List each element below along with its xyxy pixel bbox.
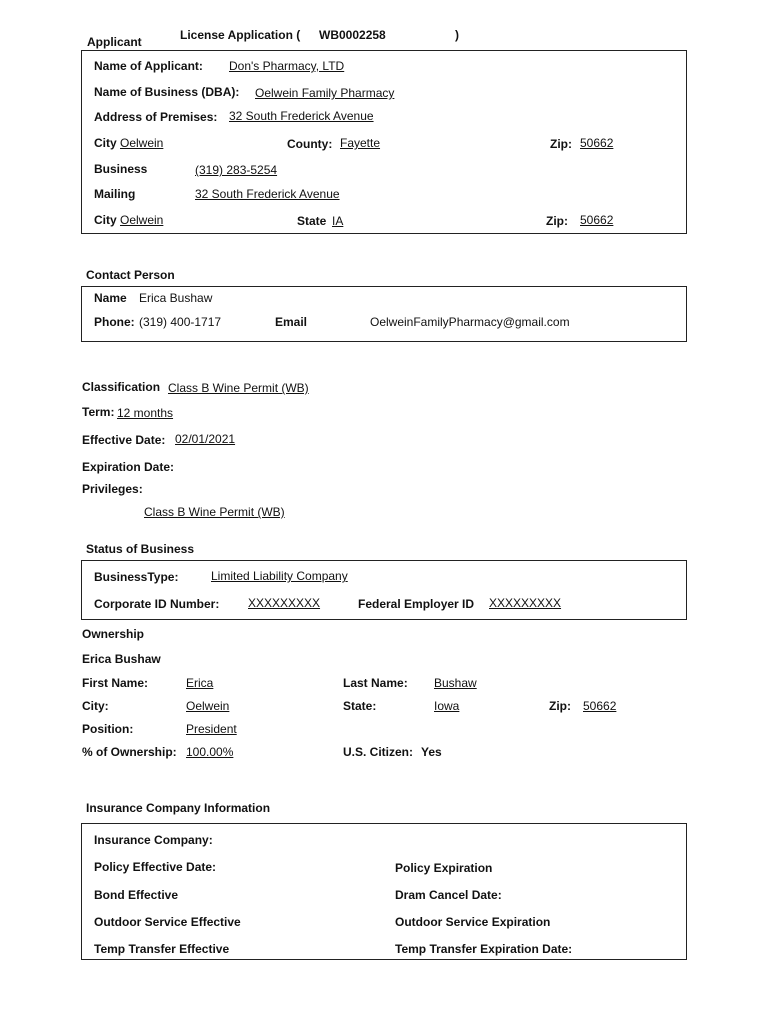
state-value: IA bbox=[332, 214, 344, 228]
owner-city-label: City: bbox=[82, 699, 109, 713]
mail-city-label: City bbox=[94, 213, 117, 227]
mail-zip-value: 50662 bbox=[580, 213, 614, 227]
ownership-section-label: Ownership bbox=[82, 627, 145, 641]
contact-section-label: Contact Person bbox=[86, 268, 175, 282]
owner-zip-label: Zip: bbox=[549, 699, 571, 713]
position-label: Position: bbox=[82, 722, 134, 736]
status-box bbox=[81, 560, 687, 620]
policy-effective-label: Policy Effective Date: bbox=[94, 860, 217, 874]
zip-value: 50662 bbox=[580, 136, 614, 150]
business-phone-label: Business bbox=[94, 162, 148, 176]
owner-city-value: Oelwein bbox=[186, 699, 230, 713]
license-number: WB0002258 bbox=[319, 28, 386, 42]
applicant-name-label: Name of Applicant: bbox=[94, 59, 203, 73]
city-label: City bbox=[94, 136, 117, 150]
ownership-percent-value: 100.00% bbox=[186, 745, 234, 759]
position-value: President bbox=[186, 722, 237, 736]
applicant-name-value: Don's Pharmacy, LTD bbox=[229, 59, 345, 73]
effective-date-value: 02/01/2021 bbox=[175, 432, 236, 446]
privilege-item: Class B Wine Permit (WB) bbox=[144, 505, 285, 519]
business-type-label: BusinessType: bbox=[94, 570, 179, 584]
policy-expiration-label: Policy Expiration bbox=[395, 861, 493, 875]
insurance-section-label: Insurance Company Information bbox=[86, 801, 271, 815]
citizen-value: Yes bbox=[421, 745, 442, 759]
premises-label: Address of Premises: bbox=[94, 110, 218, 124]
contact-email-label: Email bbox=[275, 315, 308, 329]
mailing-label: Mailing bbox=[94, 187, 136, 201]
business-phone-value: (319) 283-5254 bbox=[195, 163, 278, 177]
first-name-value: Erica bbox=[186, 676, 214, 690]
contact-name-label: Name bbox=[94, 291, 127, 305]
title-close-paren: ) bbox=[455, 28, 459, 42]
contact-phone-label: Phone: bbox=[94, 315, 135, 329]
last-name-label: Last Name: bbox=[343, 676, 408, 690]
owner-state-label: State: bbox=[343, 699, 377, 713]
premises-value: 32 South Frederick Avenue bbox=[229, 109, 374, 123]
outdoor-expiration-label: Outdoor Service Expiration bbox=[395, 915, 551, 929]
state-label: State bbox=[297, 214, 327, 228]
fein-label: Federal Employer ID bbox=[358, 597, 475, 611]
mail-city-value: Oelwein bbox=[120, 213, 164, 227]
owner-name: Erica Bushaw bbox=[82, 652, 161, 666]
dram-cancel-label: Dram Cancel Date: bbox=[395, 888, 502, 902]
term-value: 12 months bbox=[117, 406, 174, 420]
insurance-company-label: Insurance Company: bbox=[94, 833, 213, 847]
city-value: Oelwein bbox=[120, 136, 164, 150]
citizen-label: U.S. Citizen: bbox=[343, 745, 414, 759]
owner-zip-value: 50662 bbox=[583, 699, 617, 713]
dba-label: Name of Business (DBA): bbox=[94, 85, 240, 99]
corporate-id-value: XXXXXXXXX bbox=[248, 596, 321, 610]
outdoor-effective-label: Outdoor Service Effective bbox=[94, 915, 241, 929]
dba-value: Oelwein Family Pharmacy bbox=[255, 86, 395, 100]
applicant-section-label: Applicant bbox=[87, 35, 142, 49]
fein-value: XXXXXXXXX bbox=[489, 596, 562, 610]
privileges-label: Privileges: bbox=[82, 482, 143, 496]
effective-date-label: Effective Date: bbox=[82, 433, 166, 447]
classification-label: Classification bbox=[82, 380, 161, 394]
classification-value: Class B Wine Permit (WB) bbox=[168, 381, 309, 395]
contact-name-value: Erica Bushaw bbox=[139, 291, 213, 305]
temp-transfer-effective-label: Temp Transfer Effective bbox=[94, 942, 230, 956]
business-type-value: Limited Liability Company bbox=[211, 569, 348, 583]
contact-phone-value: (319) 400-1717 bbox=[139, 315, 222, 329]
mail-zip-label: Zip: bbox=[546, 214, 568, 228]
term-label: Term: bbox=[82, 405, 115, 419]
corporate-id-label: Corporate ID Number: bbox=[94, 597, 220, 611]
last-name-value: Bushaw bbox=[434, 676, 477, 690]
first-name-label: First Name: bbox=[82, 676, 149, 690]
expiration-date-label: Expiration Date: bbox=[82, 460, 175, 474]
license-application-title: License Application ( bbox=[180, 28, 301, 42]
county-label: County: bbox=[287, 137, 333, 151]
status-section-label: Status of Business bbox=[86, 542, 195, 556]
ownership-percent-label: % of Ownership: bbox=[82, 745, 177, 759]
contact-email-value: OelweinFamilyPharmacy@gmail.com bbox=[370, 315, 570, 329]
temp-transfer-expiration-label: Temp Transfer Expiration Date: bbox=[395, 942, 573, 956]
mailing-value: 32 South Frederick Avenue bbox=[195, 187, 340, 201]
county-value: Fayette bbox=[340, 136, 381, 150]
zip-label: Zip: bbox=[550, 137, 572, 151]
bond-effective-label: Bond Effective bbox=[94, 888, 179, 902]
owner-state-value: Iowa bbox=[434, 699, 460, 713]
